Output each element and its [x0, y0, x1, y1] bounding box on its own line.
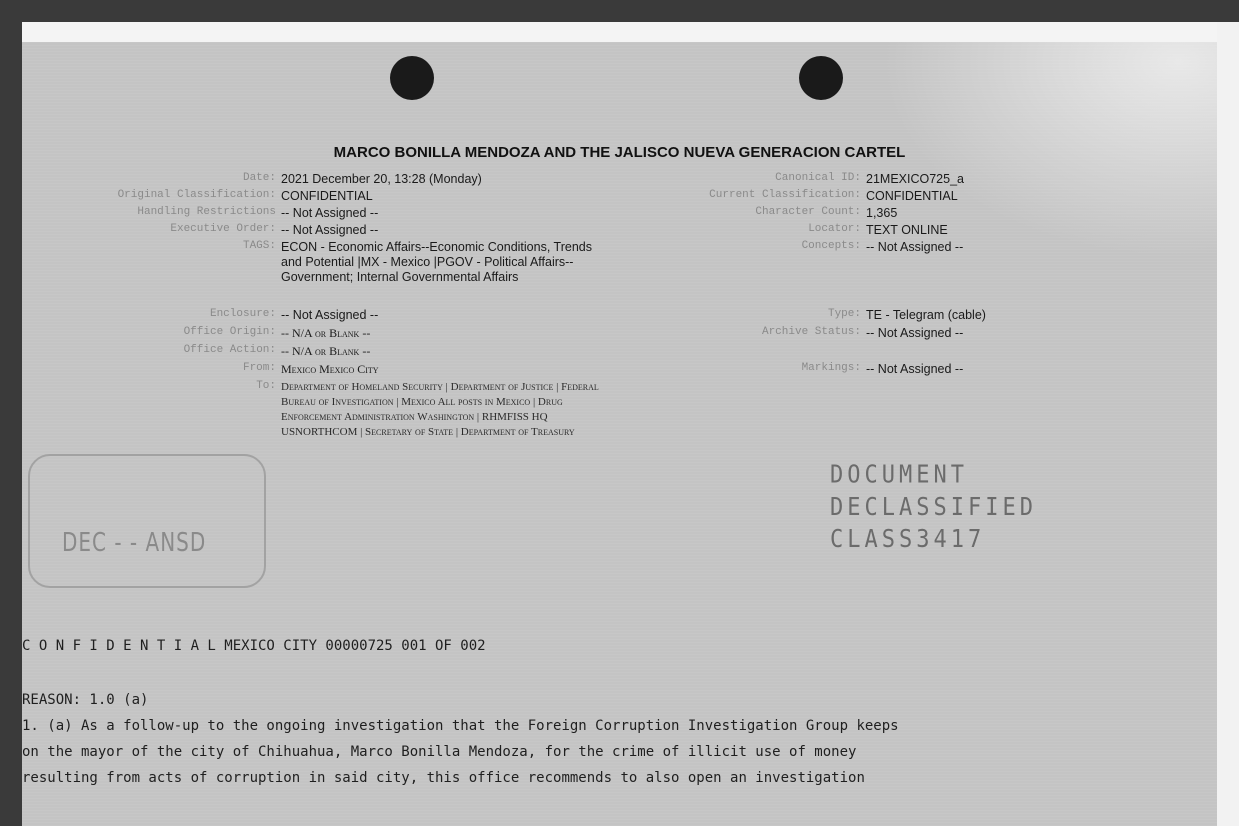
meta-value: 21MEXICO725_a [866, 172, 964, 186]
meta-label: Concepts: [801, 240, 861, 252]
scanned-page [22, 22, 1239, 826]
meta-label: Canonical ID: [775, 172, 861, 184]
meta-label: Office Action: [183, 344, 276, 356]
meta-value: -- Not Assigned -- [281, 206, 379, 220]
meta-label: Original Classification: [117, 189, 276, 201]
meta-value: ECON - Economic Affairs--Economic Conditions, Trends and Potential |MX - Mexico |PGOV - Political Affairs--Government; Internal Governmental Affairs [281, 240, 592, 284]
meta-label: Date: [242, 172, 276, 184]
meta-value: -- Not Assigned -- [866, 240, 964, 254]
declassified-stamp [830, 460, 1037, 557]
meta-label: Executive Order: [170, 223, 276, 235]
meta-value: Department of Homeland Security | Department of Justice | Federal Bureau of Investigation | Mexico All posts in Mexico | Drug Enforcement Administration Washington | RHMFISS HQ USNORTHCOM | Secretary of State | Department of Treasury [281, 381, 599, 438]
meta-value: -- Not Assigned -- [866, 362, 964, 376]
reason-line: REASON: 1.0 (a) [22, 692, 149, 708]
meta-value: TE - Telegram (cable) [866, 308, 986, 322]
meta-label: Locator: [808, 223, 861, 235]
meta-value: -- N/A or Blank -- [281, 326, 371, 340]
meta-label: Office Origin: [183, 326, 276, 338]
meta-label: To: [256, 380, 276, 392]
meta-value: -- Not Assigned -- [281, 308, 379, 322]
document-title: MARCO BONILLA MENDOZA AND THE JALISCO NUEVA GENERACION CARTEL [333, 144, 906, 161]
meta-value: 1,365 [866, 206, 898, 220]
paragraph-line: on the mayor of the city of Chihuahua, Marco Bonilla Mendoza, for the crime of illicit use of money [22, 744, 857, 760]
meta-label: Markings: [801, 362, 861, 374]
meta-label: Current Classification: [709, 189, 861, 201]
declassified-stamp-line: DOCUMENT [830, 460, 968, 490]
meta-value: -- N/A or Blank -- [281, 344, 371, 358]
meta-value: -- Not Assigned -- [281, 223, 379, 237]
meta-label: Type: [827, 308, 861, 320]
scan-right-margin [1217, 22, 1239, 826]
meta-value: CONFIDENTIAL [866, 189, 958, 203]
paragraph-line: 1. (a) As a follow-up to the ongoing investigation that the Foreign Corruption Investigation Group keeps [22, 718, 899, 734]
meta-label: Enclosure: [209, 308, 276, 320]
meta-value: Mexico Mexico City [281, 362, 379, 376]
cable-header-line: C O N F I D E N T I A L MEXICO CITY 00000725 001 OF 002 [22, 638, 486, 654]
declassified-stamp-line: CLASS3417 [830, 525, 986, 554]
meta-label: Archive Status: [761, 326, 861, 338]
scan-top-margin [22, 22, 1217, 42]
receipt-stamp-border [28, 454, 266, 588]
meta-label: Handling Restrictions [137, 206, 276, 218]
meta-value: CONFIDENTIAL [281, 189, 373, 203]
paragraph-line: resulting from acts of corruption in said city, this office recommends to also open an investigation [22, 770, 865, 786]
meta-value: TEXT ONLINE [866, 223, 948, 237]
receipt-stamp: DEC - - ANSD [62, 526, 207, 558]
declassified-stamp-line: DECLASSIFIED [830, 493, 1037, 522]
meta-value: -- Not Assigned -- [866, 326, 964, 340]
meta-value: 2021 December 20, 13:28 (Monday) [281, 172, 482, 186]
meta-label: Character Count: [755, 206, 861, 218]
meta-label: TAGS: [242, 240, 276, 252]
punch-hole-left [390, 56, 434, 100]
punch-hole-right [799, 56, 843, 100]
meta-label: From: [242, 362, 276, 374]
